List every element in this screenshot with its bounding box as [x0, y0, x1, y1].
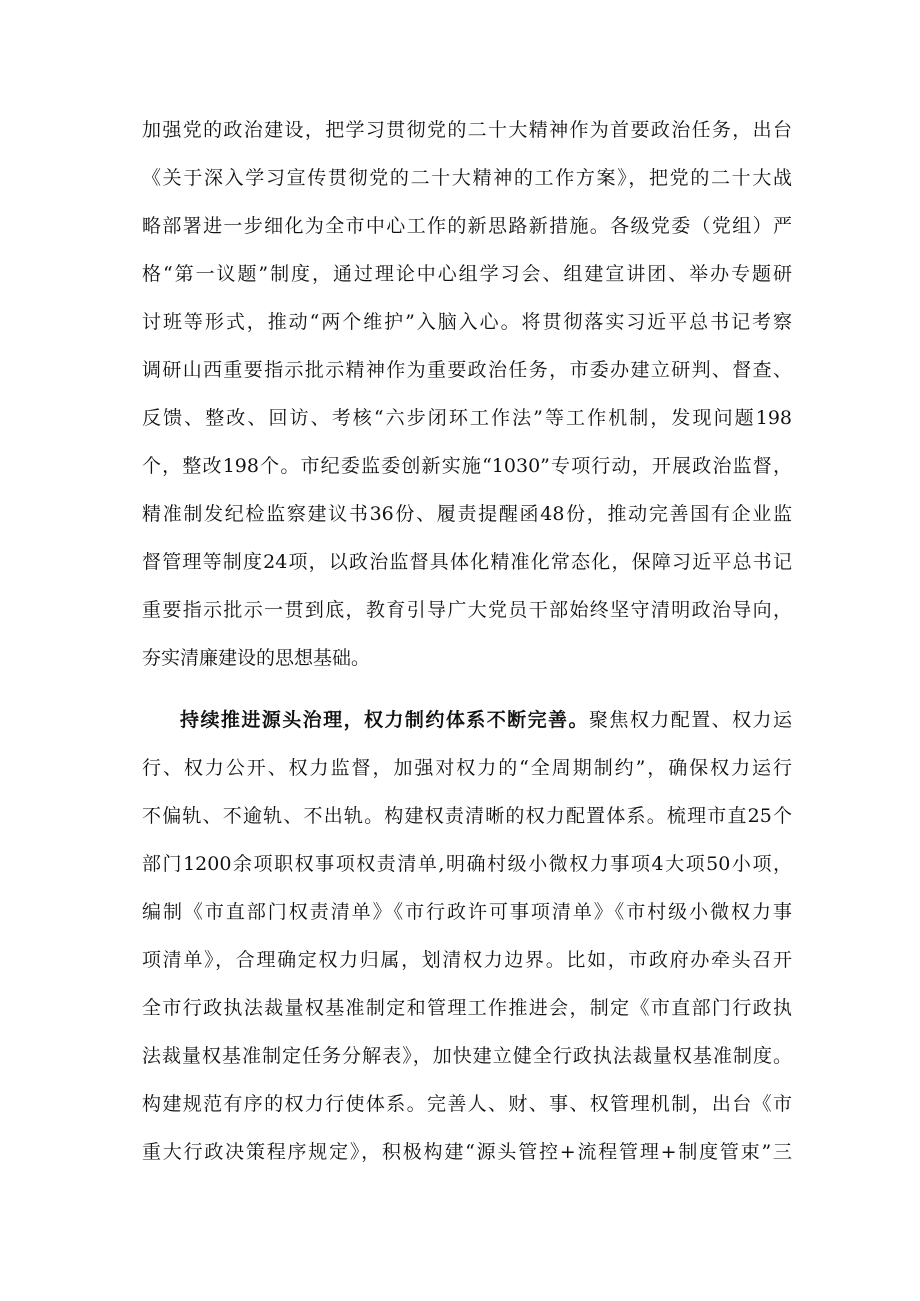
paragraph-line: 项清单》，合理确定权力归属，划清权力边界。比如，市政府办牵头召开: [142, 949, 792, 971]
paragraph-line: 构建规范有序的权力行使体系。完善人、财、事、权管理机制，出台《市: [142, 1093, 792, 1115]
paragraph-line: 全市行政执法裁量权基准制定和管理工作推进会，制定《市直部门行政执: [142, 997, 792, 1019]
paragraph-line: 夯实清廉建设的思想基础。: [142, 647, 371, 669]
paragraph-line: 略部署进一步细化为全市中心工作的新思路新措施。各级党委（党组）严: [142, 215, 792, 237]
paragraph-line: 反馈、整改、回访、考核“六步闭环工作法”等工作机制，发现问题198: [142, 407, 792, 429]
paragraph-line: 重要指示批示一贯到底，教育引导广大党员干部始终坚守清明政治导向，: [142, 599, 792, 621]
paragraph-line: 格“第一议题”制度，通过理论中心组学习会、组建宣讲团、举办专题研: [142, 263, 792, 285]
paragraph-line: 编制《市直部门权责清单》《市行政许可事项清单》《市村级小微权力事: [142, 901, 792, 923]
paragraph-line: 部门1200余项职权事项权责清单,明确村级小微权力事项4大项50小项，: [142, 853, 792, 875]
paragraph-line: 不偏轨、不逾轨、不出轨。构建权责清晰的权力配置体系。梳理市直25个: [142, 805, 792, 827]
paragraph-line: 调研山西重要指示批示精神作为重要政治任务，市委办建立研判、督查、: [142, 359, 792, 381]
paragraph-line: 加强党的政治建设，把学习贯彻党的二十大精神作为首要政治任务，出台: [142, 119, 792, 141]
paragraph-line: 法裁量权基准制定任务分解表》，加快建立健全行政执法裁量权基准制度。: [142, 1045, 792, 1067]
paragraph-line: 精准制发纪检监察建议书36份、履责提醒函48份，推动完善国有企业监: [142, 503, 792, 525]
paragraph-line: 督管理等制度24项，以政治监督具体化精准化常态化，保障习近平总书记: [142, 551, 792, 573]
paragraph-first-line-text: 聚焦权力配置、权力运: [588, 709, 792, 731]
paragraph-line: 《关于深入学习宣传贯彻党的二十大精神的工作方案》，把党的二十大战: [142, 167, 792, 189]
paragraph-line: 行、权力公开、权力监督，加强对权力的“全周期制约”，确保权力运行: [142, 757, 792, 779]
paragraph-line: 重大行政决策程序规定》，积极构建“源头管控+流程管理+制度管束”三: [142, 1141, 792, 1163]
paragraph-heading: 持续推进源头治理，权力制约体系不断完善。: [180, 709, 589, 731]
paragraph-first-line: [142, 705, 792, 735]
paragraph-line: 讨班等形式，推动“两个维护”入脑入心。将贯彻落实习近平总书记考察: [142, 311, 792, 333]
paragraph-line: 个，整改198个。市纪委监委创新实施“1030”专项行动，开展政治监督，: [142, 455, 792, 477]
